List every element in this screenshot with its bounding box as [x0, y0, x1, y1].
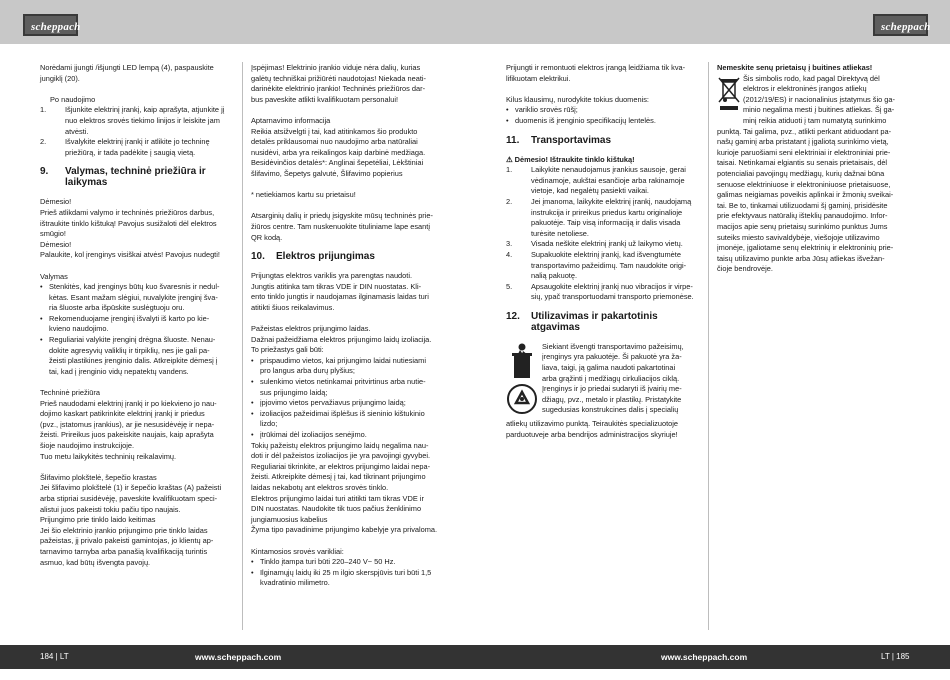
recycle-bin-icon	[506, 342, 538, 380]
paragraph: Jei šlifavimo plokštelė (1) ir šepečio kraštas (A) pažeisti	[40, 483, 222, 493]
list-item: • Stenkitės, kad įrenginys būtų kuo švaresnis ir nedul- kėtas. Esant mažam slėgiui, nuvalykite įrenginį šva- ria šluoste arba išpūskite suslėgtuoju oru.	[40, 282, 220, 313]
website-url: www.scheppach.com	[195, 652, 282, 662]
list-item: • Tinklo įtampa turi būti 220–240 V~ 50 Hz.	[251, 557, 396, 567]
paragraph: QR kodą.	[251, 232, 283, 242]
paragraph: dojimo kaskart patikrinkite elektrinį įrankį ir priedus	[40, 409, 205, 419]
list-item: • Reguliariai valykite įrenginį drėgna šluoste. Nenau- dokite agresyvių valiklių ir tirpiklių, nes jie gali pa- žeisti plastikines įrenginio dalis. Atkreipkite dėmesį į tai, kad į įrenginio vidų nepatektų vandens.	[40, 335, 218, 376]
column-divider	[242, 62, 243, 630]
warning-text: ištraukite tinklo kištuką! Pavojus susižaloti dėl elektros	[40, 218, 217, 228]
paragraph: alistui juos pakeisti tokiu pačiu tipo naujais.	[40, 504, 181, 514]
website-url: www.scheppach.com	[661, 652, 748, 662]
recycling-block: Siekiant išvengti transportavimo pažeisimų, įrenginys yra pakuotėje. Ši pakuotė yra ža- liava, taigi, ją galima naudoti pakartotinai arba grąžinti į medžiagų cirkuliacijos ciklą. Įrenginys ir jo priedai sudaryti iš įvairių me- džiagų, pvz., metalo ir plastikų. Pristatykite sugedusias konstrukcines dalis į specialių	[506, 342, 703, 419]
list-item: • įtrūkimai dėl izoliacijos senėjimo.	[251, 430, 367, 439]
paragraph: galimas neigiamas poveikis aplinkai ir žmonių sveikai-	[717, 190, 894, 200]
paragraph: potencialiai pavojingų medžiagų, kurių dažnai būna	[717, 168, 885, 178]
footer-bar	[0, 645, 950, 669]
subheading: Prijungimo prie tinklo laido keitimas	[40, 515, 156, 525]
list-item: • sulenkimo vietos netinkamai pritvirtinus arba nutie- sus prijungimo laidą;	[251, 377, 426, 397]
list-item: • Rekomenduojame įrenginį išvalyti iš karto po kie- kvieno naudojimo.	[40, 313, 210, 334]
paragraph: Įspėjimas! Elektrinio įrankio viduje nėra dalių, kurias	[251, 63, 421, 72]
paragraph: tarnavimo tarnyba arba panašią kvalifikaciją turintis	[40, 546, 208, 556]
list-item: 1. Laikykite nenaudojamus įrankius sausoje, gerai vėdinamoje, aukštai esančioje arba rakinamoje vietoje, kad negalėtų pasiekti vaikai.	[506, 165, 686, 196]
footnote: * netiekiamos kartu su prietaisu!	[251, 190, 356, 200]
list-item: • izoliacijos pažeidimai išplėšus iš sieninio kištukinio lizdo;	[251, 408, 425, 429]
warning-text: smūgio!	[40, 229, 66, 239]
column-1	[40, 63, 237, 568]
paragraph: bus paveskite atlikti kvalifikuotam personalui!	[251, 94, 399, 104]
column-2	[251, 63, 448, 589]
paragraph: ento tinklo jungtis ir naudojamas ilginamasis laidas turi	[251, 292, 429, 302]
subheading: Kilus klausimų, nurodykite tokius duomenis:	[506, 94, 649, 104]
section-heading: 11. Transportavimas	[506, 134, 612, 146]
paragraph: asmuo, kad būtų išvengta pavojų.	[40, 557, 151, 567]
paragraph: šioje naudojimo instrukcijoje.	[40, 441, 135, 450]
subheading: Po naudojimo	[50, 94, 96, 104]
paragraph: Prijungtas elektros variklis yra parengtas naudoti.	[251, 271, 413, 281]
subheading: Kintamosios srovės varikliai:	[251, 546, 344, 556]
paragraph: šlifavimo, Šepetys galvutė, Šlifavimo popierius	[251, 168, 403, 178]
paragraph: darinėkite elektrinio įrankio! Techninės priežiūros dar-	[251, 84, 426, 94]
paragraph: Žyma tipo pavadinime prijungimo kabelyje yra privaloma.	[251, 525, 438, 535]
paragraph: atitikti šiuos reikalavimus.	[251, 302, 335, 312]
paragraph: taisų utilizavimo punkte arba Jūsų atliekas išvežan-	[717, 253, 885, 263]
paragraph: nusidėvi, arba yra reikalingos kaip darbinė medžiaga.	[251, 147, 426, 157]
list-item: 2. Jei įmanoma, laikykite elektrinį įrankį, naudojamą instrukcija ir prireikus priedus kartu originalioje pakuotėje. Taip visą informaciją ir dalis visada turėsite netoliese.	[506, 196, 692, 238]
paragraph: Reikia atsižvelgti į tai, kad atitinkamos šio produkto	[251, 126, 418, 136]
paragraph: jungiklį (20).	[40, 73, 80, 83]
paragraph: prie efektyvaus natūralių išteklių panaudojimo. Infor-	[717, 211, 888, 221]
page-number: LT | 185	[881, 652, 910, 661]
crossed-out-bin-icon	[717, 74, 741, 114]
list-item: • įpjovimo vietos pervažiavus prijungimo laidą;	[251, 398, 406, 408]
paragraph: punktą. Tai galima, pvz., atlikti perkant atiduodant pa-	[717, 126, 892, 136]
paragraph: senuose elektriniuose ir elektroniniuose prietaisuose,	[717, 179, 891, 189]
paragraph: macijos apie senų prietaisų surinkimo punktus Jums	[717, 221, 888, 231]
header-bar	[0, 0, 950, 44]
paragraph: (pvz., įstatomus įrankius), ar jie nesusidėvėję ir nepa-	[40, 419, 215, 429]
paragraph: Atsarginių dalių ir priedų įsigyskite mūsų techninės prie-	[251, 211, 433, 221]
list-item: 3. Visada neškite elektrinį įrankį už laikymo vietų.	[506, 239, 683, 249]
brand-logo: scheppach	[23, 14, 78, 36]
paragraph: pažeistas, jį privalo pakeisti gamintojas, jo klientų ap-	[40, 536, 214, 546]
warning-heading: ⚠ Dėmesio! Ištraukite tinklo kištuką!	[506, 154, 635, 164]
warning-text: Dėmesio!	[40, 197, 72, 207]
recycling-arrows-icon	[506, 383, 538, 415]
paragraph: lifikuotam elektrikui.	[506, 73, 571, 83]
paragraph: laidas nekabotų ant elektros srovės tinklo.	[251, 482, 389, 492]
paragraph: tai. Be to, tinkamai utilizuodami šį gaminį, prisidėsite	[717, 200, 888, 210]
paragraph: Tuo metu laikykitės techninių reikalavimų.	[40, 451, 177, 461]
paragraph: Reguliariai tikrinkite, ar elektros prijungimo laidai nepa-	[251, 461, 431, 471]
brand-logo: scheppach	[873, 14, 928, 36]
list-item: 5. Apsaugokite elektrinį įrankį nuo vibracijos ir virpe- sių, ypač transportuodami transporto priemonėse.	[506, 281, 694, 302]
subheading: Pažeistas elektros prijungimo laidas.	[251, 324, 371, 334]
warning-text: Palaukite, kol įrenginys visiškai atvės! Pavojus nudegti!	[40, 250, 220, 260]
section-heading: 12. Utilizavimas ir pakartotinis atgavimas	[506, 310, 658, 333]
subheading: Valymas	[40, 271, 68, 281]
warning-text: Dėmesio!	[40, 239, 72, 249]
section-heading: Nemeskite senų prietaisų į buitines atliekas!	[717, 63, 873, 72]
paragraph: žeisti. Atkreipkite dėmesį į tai, kad tikrinant prijungimo	[251, 472, 426, 482]
paragraph: įmonėje, įgaliotame senų elektrinių ir elektroninių prie-	[717, 243, 894, 253]
subheading: Šlifavimo plokštelė, šepečio krastas	[40, 472, 157, 482]
paragraph: taisai. Netinkamai elgiantis su senais prietaisais, dėl	[717, 158, 888, 168]
paragraph: Prieš naudodami elektrinį įrankį ir po kiekvieno jo nau-	[40, 398, 217, 408]
list-item: 4. Supakuokite elektrinį įrankį, kad išvengtumėte transportavimo pažeidimų. Tam naudokite origi- nalią pakuotę.	[506, 249, 687, 281]
paragraph: suteiks miesto savivaldybėje, viešojoje utilizavimo	[717, 232, 880, 242]
list-item: • Ilginamųjų laidų iki 25 m ilgio skerspjūvis turi būti 1,5 kvadratinio milimetro.	[251, 567, 432, 588]
paragraph: doti ir dėl pažeistos izoliacijos jie yra pavojingi gyvybei.	[251, 451, 431, 461]
paragraph: kurioje paruošiami seni elektriniai ir elektroniniai prie-	[717, 147, 891, 157]
list-item: 1. Išjunkite elektrinį įrankį, kaip aprašyta, atjunkite jį nuo elektros srovės tiekimo linijos ir leiskite jam atvėsti.	[40, 105, 225, 136]
weee-block: Šis simbolis rodo, kad pagal Direktyvą dėl elektros ir elektroninės įrangos atliekų (2012/19/ES) ir nacionalinius įstatymus šio ga- minio negalima mesti į buitines atliekas. Šį ga- minį reikia atiduoti į tam numatytą surinkimo	[717, 74, 914, 127]
list-item: • duomenis iš įrenginio specifikacijų lentelės.	[506, 115, 656, 125]
page-number: 184 | LT	[40, 652, 69, 661]
paragraph: jungiamuosius kabelius	[251, 514, 328, 524]
paragraph: galėtų techniškai prižiūrėti naudotojas! Niekada neati-	[251, 73, 427, 83]
list-item: • prispaudimo vietos, kai prijungimo laidai nutiesiami pro langus arba durų plyšius;	[251, 355, 426, 376]
subheading: Aptarnavimo informacija	[251, 115, 331, 125]
paragraph: Prijungti ir remontuoti elektros įrangą leidžiama tik kva-	[506, 63, 686, 72]
paragraph: Jei šio elektrinio įrankio prijungimo prie tinklo laidas	[40, 525, 208, 535]
paragraph: arba stipriai susidėvėję, paveskite kvalifikuotam speci-	[40, 493, 218, 503]
column-4	[717, 63, 914, 275]
paragraph: parduotuveje arba bendrijos administracijos skyriuje!	[506, 429, 678, 439]
section-heading: 10. Elektros prijungimas	[251, 251, 375, 263]
subheading: Techninė priežiūra	[40, 388, 100, 398]
paragraph: žeisti. Prireikus juos pakeiskite naujais, kaip aprašyta	[40, 430, 214, 440]
paragraph: Besidėvinčios detalės*: Anglinai šepetėliai, Lėkštiniai	[251, 158, 424, 168]
list-item: • variklio srovės rūšį;	[506, 105, 578, 115]
list-item: 2. Išvalykite elektrinį įrankį ir atlikite jo techninę priežiūrą, ir tada padėkite į saugią vietą.	[40, 137, 210, 157]
warning-text: Prieš atlikdami valymo ir techninės priežiūros darbus,	[40, 207, 215, 217]
paragraph: našų gaminį arba pristatant į įgaliotą surinkimo vietą,	[717, 137, 889, 147]
paragraph: Dažnai pažeidžiama elektros prijungimo laidų izoliacija.	[251, 334, 432, 344]
paragraph: DIN nuostatas. Naudokite tik tuos pačius ženklinimo	[251, 504, 422, 514]
paragraph: detalės priklausomai nuo naudojimo arba natūraliai	[251, 137, 418, 147]
paragraph: Jungtis atitinka tam tikras VDE ir DIN nuostatas. Kli-	[251, 281, 422, 291]
column-divider	[708, 62, 709, 630]
section-heading: 9. Valymas, techninė priežiūra ir laikymas	[40, 166, 206, 189]
paragraph: žiūros centre. Tam nuskenuokite tituliniame lape esantį	[251, 221, 430, 231]
column-3	[506, 63, 703, 440]
paragraph: čioje bendrovėje.	[717, 264, 773, 274]
paragraph: Tokių pažeistų elektros prijungimo laidų negalima nau-	[251, 440, 429, 450]
paragraph: Norėdami įjungti /išjungti LED lempą (4), paspauskite	[40, 63, 214, 72]
paragraph: atliekų utilizavimo punktą. Teiraukitės specializuotoje	[506, 419, 678, 429]
paragraph: To priežastys gali būti:	[251, 345, 324, 355]
paragraph: Elektros prijungimo laidai turi atitikti tam tikras VDE ir	[251, 493, 424, 503]
